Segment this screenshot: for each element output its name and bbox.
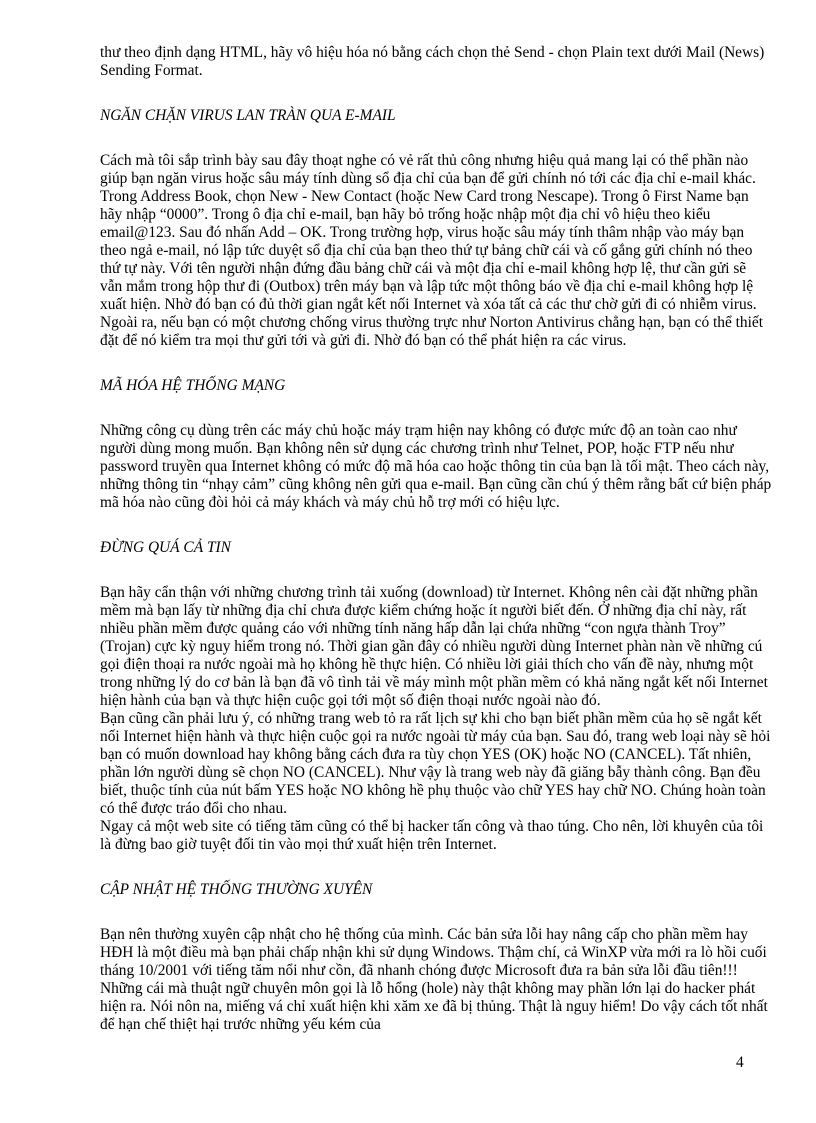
section-paragraph: Bạn nên thường xuyên cập nhật cho hệ thống của mình. Các bản sửa lỗi hay nâng cấp cho phần mềm hay HĐH là một điều mà bạn phải chấp nhận khi sử dụng Windows. Thậm chí, cả WinXP vừa mới ra lò hồi cuối tháng 10/2001 với tiếng tăm nổi như cồn, đã nhanh chóng được Microsoft đưa ra bản sửa lỗi đầu tiên!!! Những cái mà thuật ngữ chuyên môn gọi là lỗ hổng (hole) này thật không may phần lớn lại do hacker phát hiện ra. Nói nôn na, miếng vá chỉ xuất hiện khi xăm xe đã bị thủng. Thật là nguy hiểm! Do vậy cách tốt nhất để hạn chế thiệt hại trước những yếu kém của bbox=[100, 926, 768, 1033]
section-network-encryption bbox=[100, 377, 772, 512]
section-heading: ĐỪNG QUÁ CẢ TIN bbox=[100, 539, 231, 556]
section-paragraph: Ngay cả một web site có tiếng tăm cũng có thể bị hacker tấn công và thao túng. Cho nên, lời khuyên của tôi là đừng bao giờ tuyệt đối tin vào mọi thứ xuất hiện trên Internet. bbox=[100, 818, 764, 853]
section-regular-updates bbox=[100, 881, 772, 1034]
section-heading: MÃ HÓA HỆ THỐNG MẠNG bbox=[100, 377, 286, 394]
section-heading: CẬP NHẬT HỆ THỐNG THƯỜNG XUYÊN bbox=[100, 881, 373, 898]
section-virus-email bbox=[100, 107, 772, 350]
section-heading: NGĂN CHẶN VIRUS LAN TRÀN QUA E-MAIL bbox=[100, 107, 396, 124]
section-paragraph: Những công cụ dùng trên các máy chủ hoặc máy trạm hiện nay không có được mức độ an toàn cao như người dùng mong muốn. Bạn không nên sử dụng các chương trình như Telnet, POP, hoặc FTP nếu như password truyền qua Internet không có mức độ mã hóa cao hoặc thông tin của bạn là tối mật. Theo cách này, những thông tin “nhạy cảm” cũng không nên gửi qua e-mail. Bạn cũng cần chú ý thêm rằng bất cứ biện pháp mã hóa nào cũng đòi hỏi cả máy khách và máy chủ hỗ trợ mới có hiệu lực. bbox=[100, 422, 772, 511]
intro-paragraph: thư theo định dạng HTML, hãy vô hiệu hóa nó bằng cách chọn thẻ Send - chọn Plain text dưới Mail (News) Sending Format. bbox=[100, 44, 765, 79]
document-page bbox=[100, 44, 772, 1034]
section-paragraph: Bạn cũng cần phải lưu ý, có những trang web tỏ ra rất lịch sự khi cho bạn biết phần mềm của họ sẽ ngắt kết nối Internet hiện hành và thực hiện cuộc gọi ra nước ngoài từ máy của bạn. Sau đó, trang web loại này sẽ hỏi bạn có muốn download hay không bằng cách đưa ra tùy chọn YES (OK) hoặc NO (CANCEL). Tất nhiên, phần lớn người dùng sẽ chọn NO (CANCEL). Như vậy là trang web này đã giăng bẫy thành công. Bạn đều biết, thuộc tính của nút bấm YES hoặc NO không hề phụ thuộc vào chữ YES hay chữ NO. Chúng hoàn toàn có thể được tráo đổi cho nhau. bbox=[100, 710, 771, 817]
page-number: 4 bbox=[736, 1054, 744, 1071]
section-dont-be-too-trusting bbox=[100, 539, 772, 854]
section-paragraph: Bạn hãy cẩn thận với những chương trình tải xuống (download) từ Internet. Không nên cài đặt những phần mềm mà bạn lấy từ những địa chỉ chưa được kiểm chứng hoặc ít người biết đến. Ở những địa chỉ này, rất nhiều phần mềm được quảng cáo với những tính năng hấp dẫn lại chứa những “con ngựa thành Troy” (Trojan) cực kỳ nguy hiểm trong nó. Thời gian gần đây có nhiều người dùng Internet phàn nàn về những cú gọi điện thoại ra nước ngoài mà họ không hề thực hiện. Có nhiều lời giải thích cho vấn đề này, nhưng một trong những lý do cơ bản là bạn đã vô tình tải về máy mình một phần mềm có khả năng ngắt kết nối Internet hiện hành của bạn và thực hiện cuộc gọi tới một số điện thoại nước ngoài nào đó. bbox=[100, 584, 768, 709]
section-paragraph: Cách mà tôi sắp trình bày sau đây thoạt nghe có vẻ rất thủ công nhưng hiệu quả mang lại có thể phần nào giúp bạn ngăn virus hoặc sâu máy tính dùng sổ địa chỉ của bạn để gửi chính nó tới các địa chỉ e-mail khác. Trong Address Book, chọn New - New Contact (hoặc New Card trong Nescape). Trong ô First Name bạn hãy nhập “0000”. Trong ô địa chỉ e-mail, bạn hãy bỏ trống hoặc nhập một địa chỉ vô hiệu theo kiểu email@123. Sau đó nhấn Add – OK. Trong trường hợp, virus hoặc sâu máy tính thâm nhập vào máy bạn theo ngả e-mail, nó lập tức duyệt sổ địa chỉ của bạn theo thứ tự bảng chữ cái và cố gắng gửi chính nó theo thứ tự này. Với tên người nhận đứng đầu bảng chữ cái và một địa chỉ e-mail không hợp lệ, thư cần gửi sẽ vẫn mắm trong hộp thư đi (Outbox) trên máy bạn và lập tức một thông báo về địa chỉ e-mail không hợp lệ xuất hiện. Nhờ đó bạn có đủ thời gian ngắt kết nối Internet và xóa tất cả các thư chờ gửi đi có nhiễm virus. Ngoài ra, nếu bạn có một chương chống virus thường trực như Norton Antivirus chẳng hạn, bạn có thể thiết đặt để nó kiểm tra mọi thư gửi tới và gửi đi. Nhờ đó bạn có thể phát hiện ra các virus. bbox=[100, 152, 763, 349]
